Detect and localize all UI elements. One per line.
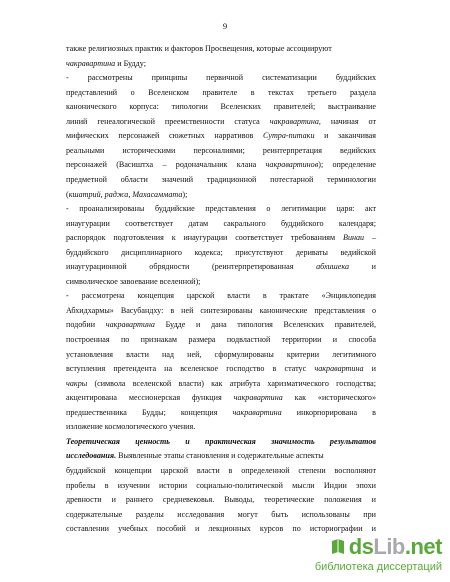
text-line (66, 102, 376, 112)
text-segment: установления власти над ней, сформулированы критерии легитимного (66, 349, 376, 359)
text-segment: содержательные разделы исследования могут быть использованы при (66, 509, 376, 519)
text-segment: построенная по признакам размера подвластной территории и способа (66, 335, 376, 344)
text-segment: символическое завоевание вселенной); (66, 276, 201, 286)
text-line (66, 379, 376, 389)
text-line (66, 117, 376, 127)
text-line (66, 291, 376, 301)
text-line (66, 190, 376, 200)
text-segment: канонического корпуса: типологии Вселенских правителей; выстраивание (66, 102, 376, 112)
italic-term: Теоретическая ценность и практическая значимость результатов (66, 436, 376, 446)
text-segment: – (364, 233, 376, 243)
text-segment: Будде и дана типология Вселенских правителей, (154, 320, 376, 330)
text-line (66, 160, 376, 170)
text-segment: инаугурационной обрядности (реинтерпретированная (66, 262, 317, 272)
text-line (66, 146, 376, 156)
watermark-tagline: библиотека диссертаций (314, 561, 442, 573)
italic-term: Сутра-питаки (262, 131, 315, 141)
text-line (66, 481, 376, 491)
text-segment: также религиозных практик и факторов Просвещения, которые ассоциируют (66, 44, 332, 53)
text-line (66, 364, 376, 374)
text-segment: - рассмотрены принципы первичной систематизации буддийских (66, 73, 376, 83)
text-segment: Абхидхармы» Васубандху: в ней синтезированы канонические представления о (66, 305, 376, 315)
italic-term: кшатрий, раджа, Махасаммата (68, 189, 183, 199)
book-icon (330, 538, 346, 556)
text-segment: акцентирована мессионерская функция (66, 393, 234, 403)
text-line (66, 335, 376, 345)
text-line (66, 466, 376, 476)
italic-term: чакравартина (66, 58, 116, 68)
text-segment: , начиная от (318, 116, 376, 126)
text-segment: буддийского дисциплинарного кодекса; присутствуют дериваты ведийской (66, 247, 376, 257)
text-line (66, 393, 376, 403)
text-line (66, 437, 376, 447)
text-segment: составлении учебных пособий и лекционных курсов по историографии и (66, 524, 376, 534)
text-line (66, 320, 376, 330)
text-line (66, 44, 376, 54)
watermark-brand (349, 534, 442, 560)
text-segment: Выявленные этапы становления и содержательные аспекты (116, 451, 324, 461)
italic-term: чакравартина (232, 407, 282, 417)
text-line (66, 422, 376, 432)
text-segment: персонажей (Васиштха – родоначальник клана (66, 160, 266, 170)
text-segment: ); (182, 189, 188, 199)
text-segment: представлений о Вселенском правителе в текстах третьего раздела (66, 87, 376, 97)
italic-term: чакравартина (233, 393, 283, 403)
text-segment: как «исторического» (282, 393, 376, 403)
italic-term: Винаи (343, 233, 365, 243)
text-segment: реальными историческими персоналиями; реинтерпретация ведийских (66, 145, 376, 155)
text-line (66, 248, 376, 258)
text-segment: предметной области значений традиционной потестарной терминологии (66, 174, 376, 184)
text-line (66, 233, 376, 243)
text-line (66, 350, 376, 360)
text-segment: - рассмотрена концепция царской власти в трактате «Энциклопедия (66, 291, 376, 301)
italic-term: исследования. (66, 451, 117, 461)
text-segment: ); определение (318, 160, 376, 170)
italic-term: абхишека (316, 262, 350, 272)
text-line (66, 204, 376, 214)
text-segment: изложение космологического учения. (66, 422, 196, 432)
text-line (66, 131, 376, 141)
text-segment: древности и раннего средневековья. Выводы, теоретические положения и (66, 495, 376, 505)
text-segment: подобии (66, 320, 106, 330)
italic-term: чакравартина (105, 320, 155, 330)
italic-term: чакры (66, 378, 88, 388)
text-segment: мифических персонажей сюжетных нарративов (66, 131, 263, 141)
watermark-brand-ds: ds (348, 534, 374, 559)
watermark-logo (330, 534, 442, 560)
text-segment: - проанализированы буддийские представления о легитимации царя: акт (66, 204, 376, 214)
text-segment: предшественника Будды; концепция (66, 407, 233, 417)
text-line (66, 451, 376, 461)
text-line (66, 73, 376, 83)
text-line (66, 306, 376, 316)
text-segment: и Будду; (115, 58, 146, 68)
watermark-brand-net: .net (404, 534, 442, 559)
text-segment: и (363, 364, 376, 374)
text-line (66, 495, 376, 505)
italic-term: чакравартина (314, 364, 364, 374)
text-line (66, 277, 376, 287)
watermark (292, 534, 442, 576)
text-segment: линий генеалогической преемственности статуса (66, 116, 270, 126)
watermark-brand-lib: Lib (373, 534, 405, 559)
text-segment: и (349, 262, 376, 272)
text-segment: (символа вселенской власти) как атрибута харизматического господства; (87, 378, 376, 388)
text-segment: и заканчивая (314, 131, 377, 141)
text-segment: ( (66, 189, 69, 199)
text-segment: инаугурации соответствует датам сакрального буддийского календаря; (66, 218, 376, 228)
text-line (66, 59, 376, 69)
text-line (66, 262, 376, 272)
text-segment: вступления претендента на вселенское господство в статус (66, 364, 315, 374)
italic-term: чакравартинов (265, 160, 319, 170)
text-segment: буддийской концепции царской власти в определенной степени восполняют (66, 465, 376, 475)
text-line (66, 524, 376, 534)
page-number: 9 (222, 21, 228, 31)
text-line (66, 88, 376, 98)
text-segment: пробелы в изучении истории социально-политической мысли Индии эпохи (66, 480, 376, 490)
text-line (66, 408, 376, 418)
text-segment: распорядок подготовления к инаугурации соответствует требованиям (66, 233, 343, 243)
text-line (66, 175, 376, 185)
text-line (66, 219, 376, 229)
text-segment: инкорпорирована в (281, 407, 376, 417)
italic-term: чакравартина (269, 116, 319, 126)
text-line (66, 510, 376, 520)
